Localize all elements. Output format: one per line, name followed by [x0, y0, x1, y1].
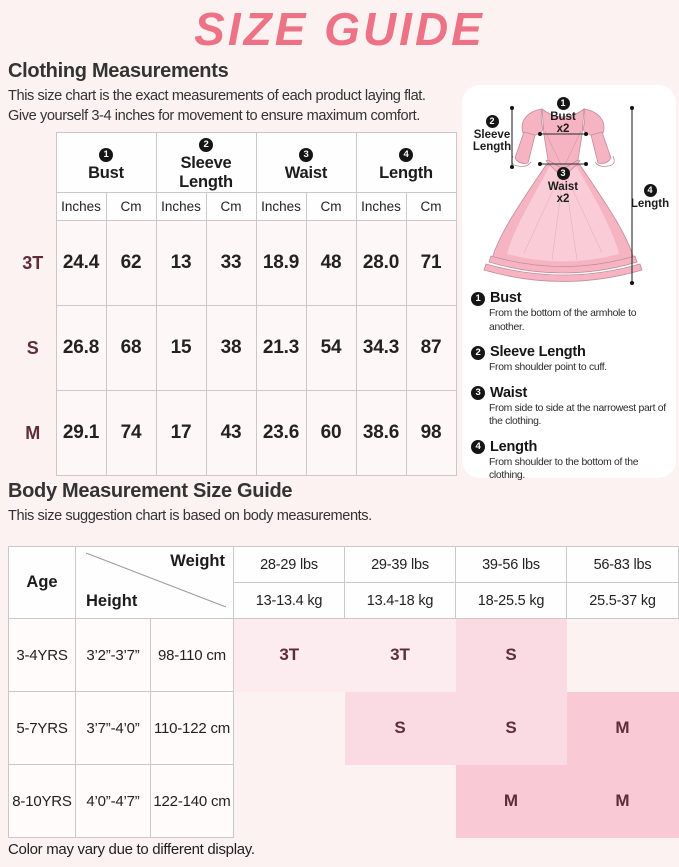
definition-sleeve-length: [471, 345, 673, 375]
page-title: SIZE GUIDE: [194, 3, 485, 55]
bust-annotation: [533, 97, 593, 135]
circle-2-icon: 2: [471, 346, 485, 360]
table-row: [9, 692, 679, 765]
circle-1-icon: 1: [557, 97, 570, 110]
definition-waist: [471, 386, 673, 429]
sleeve-label: Sleeve: [473, 129, 511, 141]
weight-kg-header: 18-25.5 kg: [456, 583, 567, 619]
unit-header: Cm: [206, 193, 256, 221]
unit-header: Inches: [156, 193, 206, 221]
table-row: [9, 765, 679, 838]
definition-text: From the bottom of the armhole to another.: [489, 308, 637, 333]
circle-3-icon: 3: [471, 386, 485, 400]
measurement-cell: 29.1: [56, 391, 106, 476]
circle-4-icon: 4: [471, 440, 485, 454]
table-corner-blank: [10, 193, 56, 221]
measurement-cell: 26.8: [56, 306, 106, 391]
col-group-label: Length: [379, 163, 433, 182]
table-row: [10, 306, 456, 391]
sleeve-length-annotation: [464, 115, 520, 153]
col-group-length: [356, 133, 456, 193]
age-cell: 5-7YRS: [9, 692, 76, 765]
height-cm-cell: 110-122 cm: [151, 692, 234, 765]
circle-1-icon: 1: [99, 148, 113, 162]
definition-text: From shoulder point to cuff.: [489, 362, 607, 373]
measurement-cell: 71: [406, 221, 456, 306]
circle-4-icon: 4: [399, 148, 413, 162]
description-line-1: This size chart is the exact measurements of each product laying flat.: [8, 88, 426, 104]
definition-bust: [471, 291, 673, 334]
measurement-cell: 13: [156, 221, 206, 306]
measurement-cell: 33: [206, 221, 256, 306]
dress-figure: [462, 85, 676, 295]
weight-kg-header: 13.4-18 kg: [345, 583, 456, 619]
unit-header: Cm: [306, 193, 356, 221]
measurement-cell: 98: [406, 391, 456, 476]
circle-2-icon: 2: [486, 115, 499, 128]
sleeve-label-2: Length: [472, 141, 512, 153]
col-group-waist: [256, 133, 356, 193]
measurement-cell: 15: [156, 306, 206, 391]
height-ft-cell: 3’7”-4’0”: [76, 692, 151, 765]
body-measurement-description: This size suggestion chart is based on body measurements.: [8, 508, 372, 524]
height-ft-cell: 4’0”-4’7”: [76, 765, 151, 838]
col-group-label: Sleeve Length: [179, 154, 233, 191]
color-disclaimer: Color may vary due to different display.: [8, 841, 255, 858]
size-recommendation-cell: S: [456, 692, 567, 765]
weight-kg-header: 13-13.4 kg: [234, 583, 345, 619]
bust-label: Bust: [550, 111, 576, 123]
body-measurement-heading: Body Measurement Size Guide: [8, 480, 293, 502]
size-recommendation-cell: [234, 692, 345, 765]
col-group-label: Bust: [88, 163, 124, 182]
circle-4-icon: 4: [644, 184, 657, 197]
table-row: [9, 547, 679, 583]
weight-header: Weight: [170, 552, 225, 570]
measurement-cell: 87: [406, 306, 456, 391]
definition-term: Length: [490, 438, 538, 455]
size-recommendation-cell: S: [345, 692, 456, 765]
unit-header: Inches: [256, 193, 306, 221]
bust-x2-label: x2: [556, 123, 570, 135]
measurement-cell: 38.6: [356, 391, 406, 476]
size-recommendation-cell: M: [567, 765, 679, 838]
weight-lbs-header: 39-56 lbs: [456, 547, 567, 583]
unit-header: Cm: [106, 193, 156, 221]
measurement-cell: 34.3: [356, 306, 406, 391]
definition-text: From side to side at the narrowest part of the clothing.: [489, 402, 666, 427]
size-row-label-s: S: [26, 337, 39, 358]
waist-label: Waist: [547, 181, 579, 193]
size-row-label-3t: 3T: [22, 252, 44, 273]
measurement-cell: 60: [306, 391, 356, 476]
measurement-cell: 24.4: [56, 221, 106, 306]
measurement-cell: 54: [306, 306, 356, 391]
size-recommendation-cell: M: [456, 765, 567, 838]
measurement-cell: 48: [306, 221, 356, 306]
age-cell: 3-4YRS: [9, 619, 76, 692]
measurement-cell: 17: [156, 391, 206, 476]
size-recommendation-cell: M: [567, 692, 679, 765]
measurement-cell: 18.9: [256, 221, 306, 306]
height-weight-diagonal-header: [76, 547, 234, 619]
size-recommendation-cell: [567, 619, 679, 692]
length-label: Length: [630, 198, 670, 210]
measurement-definitions: [471, 291, 673, 494]
waist-annotation: [533, 167, 593, 205]
age-column-header: Age: [9, 547, 76, 619]
height-header: Height: [86, 592, 138, 610]
definition-length: [471, 440, 673, 483]
circle-2-icon: 2: [199, 138, 213, 152]
measurement-cell: 74: [106, 391, 156, 476]
clothing-measurements-table: [10, 132, 457, 476]
measurement-diagram-card: [462, 85, 676, 481]
col-group-sleeve-length: [156, 133, 256, 193]
circle-1-icon: 1: [471, 292, 485, 306]
size-recommendation-cell: 3T: [345, 619, 456, 692]
table-row: [10, 221, 456, 306]
height-cm-cell: 122-140 cm: [151, 765, 234, 838]
definition-text: From shoulder to the bottom of the clothing.: [489, 456, 639, 481]
table-row: [10, 391, 456, 476]
table-row: [10, 133, 456, 193]
circle-3-icon: 3: [557, 167, 570, 180]
col-group-label: Waist: [284, 163, 328, 182]
clothing-measurements-description: [8, 86, 426, 126]
description-line-2: Give yourself 3-4 inches for movement to ensure maximum comfort.: [8, 108, 420, 124]
table-row: [9, 619, 679, 692]
definition-term: Bust: [490, 290, 522, 306]
body-measurement-table: [8, 546, 679, 838]
definition-term: Waist: [490, 384, 528, 401]
unit-header: Cm: [406, 193, 456, 221]
size-row-label-m: M: [25, 422, 41, 443]
table-corner-blank: [10, 133, 56, 193]
unit-header: Inches: [356, 193, 406, 221]
height-ft-cell: 3’2”-3’7”: [76, 619, 151, 692]
measurement-cell: 68: [106, 306, 156, 391]
height-cm-cell: 98-110 cm: [151, 619, 234, 692]
measurement-cell: 62: [106, 221, 156, 306]
clothing-measurements-heading: Clothing Measurements: [8, 60, 229, 82]
measurement-cell: 28.0: [356, 221, 406, 306]
size-recommendation-cell: [234, 765, 345, 838]
circle-3-icon: 3: [299, 148, 313, 162]
definition-term: Sleeve Length: [490, 344, 586, 360]
unit-header: Inches: [56, 193, 106, 221]
weight-kg-header: 25.5-37 kg: [567, 583, 679, 619]
measurement-cell: 21.3: [256, 306, 306, 391]
size-recommendation-cell: S: [456, 619, 567, 692]
col-group-bust: [56, 133, 156, 193]
measurement-cell: 38: [206, 306, 256, 391]
weight-lbs-header: 28-29 lbs: [234, 547, 345, 583]
size-recommendation-cell: 3T: [234, 619, 345, 692]
length-annotation: [622, 184, 678, 210]
weight-lbs-header: 56-83 lbs: [567, 547, 679, 583]
measurement-cell: 23.6: [256, 391, 306, 476]
weight-lbs-header: 29-39 lbs: [345, 547, 456, 583]
age-cell: 8-10YRS: [9, 765, 76, 838]
measurement-cell: 43: [206, 391, 256, 476]
table-row: [10, 193, 456, 221]
size-recommendation-cell: [345, 765, 456, 838]
waist-x2-label: x2: [556, 193, 570, 205]
